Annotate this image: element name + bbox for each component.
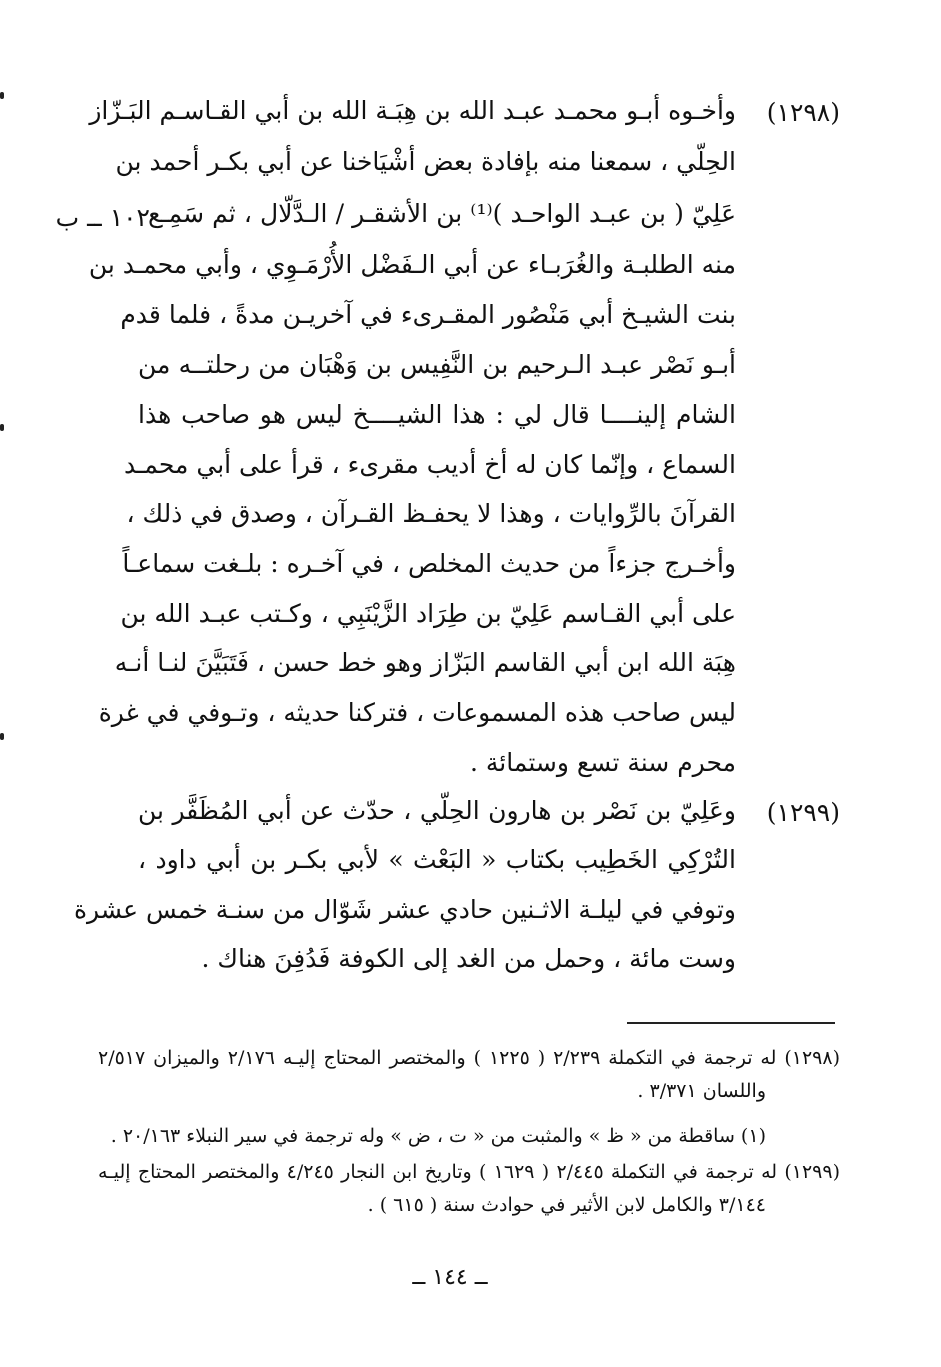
text-line: وأخـوه أبـو محمـد عبـد الله بن هِبَـة الله بن أبي القـاسـم البَـزّاز [89,96,736,125]
entry-number: (١٢٩٩) [766,798,840,827]
text-line: وتوفي في ليلـة الاثـنين حادي عشر شَوّال من سنـة خمس عشرة [73,895,736,924]
footnote-separator [627,1022,835,1024]
page-number: ــ ١٤٤ ــ [412,1265,488,1290]
text-line: وست مائة ، وحمل من الغد إلى الكوفة فَدُفِنَ هناك . [201,944,736,973]
footnote-line: (١٢٩٨) له ترجمة في التكملة ٢/٢٣٩ ( ١٢٢٥ ) والمختصر المحتاج إليـه ٢/١٧٦ والميزان ٢/٥١٧ [98,1047,840,1069]
page-edge-mark [0,733,4,740]
text-line: هِبَة الله ابن أبي القاسم البَزّاز وهو خط حسن ، فَتَبَيَّنَ لنـا أنـه [114,648,736,677]
page-edge-mark [0,424,4,431]
text-line: عَلِيّ ( بن عبـد الواحـد )⁽¹⁾ بن الأشقـر / الـدَّلّال ، ثم سَمِـع [148,199,736,228]
text-line: الشام إلينــــا قال لي : هذا الشيــــخ ليس هو صاحب هذا [138,400,736,429]
text-line: السماع ، وإنّما كان له أخ أديب مقرىء ، قرأ على أبي محمـد [123,450,736,479]
entry-number: (١٢٩٨) [766,98,840,127]
text-line: وأخـرج جزءاً من حديث المخلص ، في آخـره : بلـغت سماعـاً [122,549,736,578]
text-line: منه الطلبـة والغُرَبـاء عن أبي الـفَضْل الأُرْمَـوِي ، وأبي محمـد بن [88,250,736,279]
text-line: ليس صاحب هذه المسموعات ، فتركنا حديثه ، وتـوفي في غرة [98,698,736,727]
text-line: وعَلِيّ بن نَصْر بن هارون الحِلّي ، حدّث عن أبي المُظَفَّر بن [138,796,736,825]
manuscript-folio-ref: ١٠٢ ــ ب [55,203,150,232]
page-edge-mark [0,92,4,99]
text-line: أبـو نَصْر عبـد الـرحيم بن النَّفِيس بن وَهْبَان من رحلتــه من [138,350,736,379]
text-line: على أبي القـاسم عَلِيّ بن طِرَاد الزَّيْنَبِي ، وكـتب عبـد الله بن [120,599,736,628]
text-line: التُرْكِي الخَطِيب بكتاب « البَعْث » لأبي بكـر بن أبي داود ، [138,845,736,874]
text-line: محرم سنة تسع وستمائة . [470,748,736,777]
footnote-line: واللسان ٣/٣٧١ . [637,1080,766,1102]
footnote-line: ٣/١٤٤ والكامل لابن الأثير في حوادث سنة ( ٦١٥ ) . [367,1194,766,1216]
footnote-line: (١٢٩٩) له ترجمة في التكملة ٢/٤٤٥ ( ١٦٢٩ ) وتاريخ ابن النجار ٤/٢٤٥ والمختصر المحتاج إليـه [98,1161,840,1183]
text-line: الحِلّي ، سمعنا منه بإفادة بعض أشْيَاخنا عن أبي بكـر أحمد بن [115,147,736,176]
text-line: بنت الشيـخ أبي مَنْصُور المقـرىء في آخريـن مدةً ، فلما قدم [120,300,736,329]
footnote-line: (١) ساقطة من « ظ » والمثبت من « ت ، ض » وله ترجمة في سير النبلاء ٢٠/١٦٣ . [110,1125,766,1147]
text-line: القرآنَ بالرِّوايات ، وهذا لا يحفـظ القـرآن ، وصدق في ذلك ، [126,499,736,528]
